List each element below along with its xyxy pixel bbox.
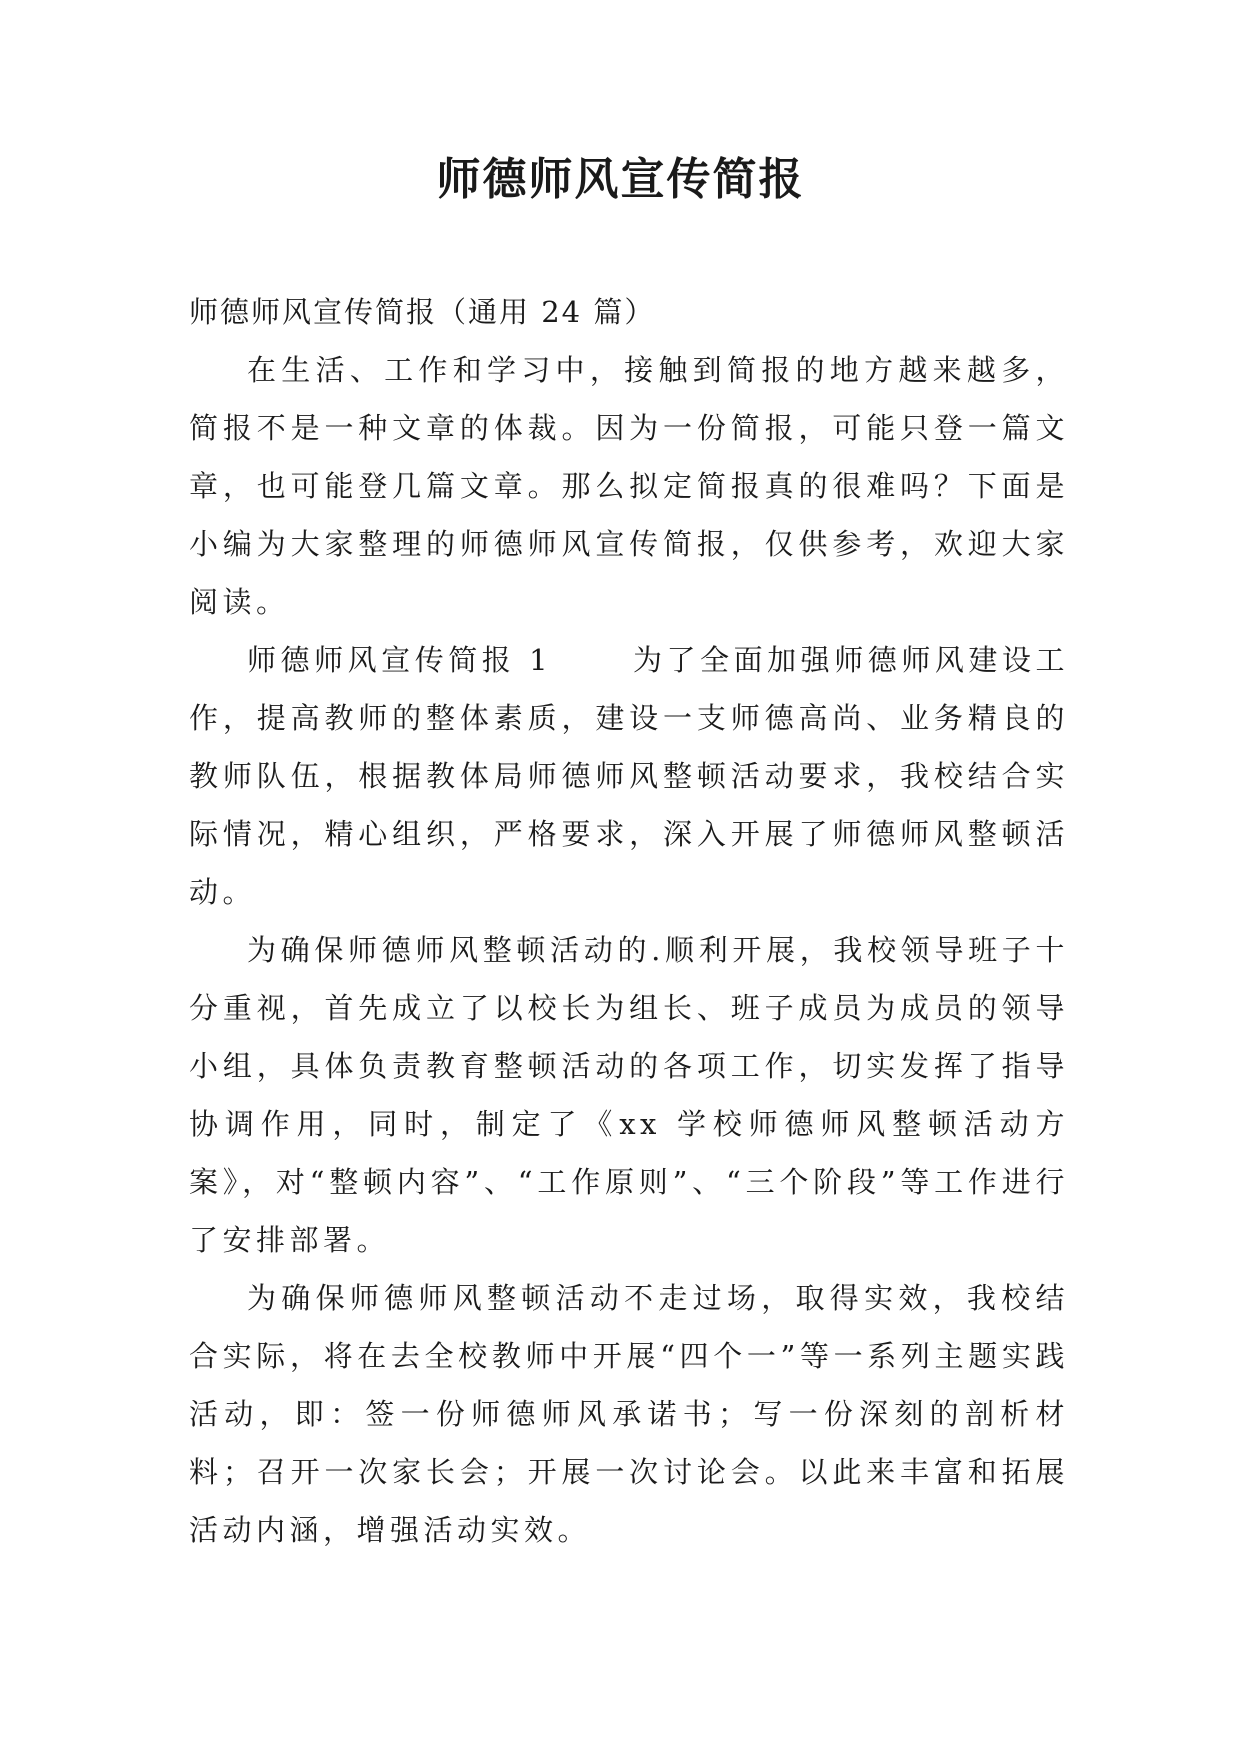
document-body <box>189 283 1069 1559</box>
document-title: 师德师风宣传简报 <box>436 154 805 205</box>
paragraph-briefing-1: 师德师风宣传简报 1 为了全面加强师德师风建设工作，提高教师的整体素质，建设一支师德高尚、业务精良的教师队伍，根据教体局师德师风整顿活动要求，我校结合实际情况，精心组织，严格要求，深入开展了师德师风整顿活动。 <box>189 643 1069 909</box>
paragraph-leadership: 为确保师德师风整顿活动的.顺利开展，我校领导班子十分重视，首先成立了以校长为组长、班子成员为成员的领导小组，具体负责教育整顿活动的各项工作，切实发挥了指导协调作用，同时，制定了《xx 学校师德师风整顿活动方案》，对“整顿内容”、“工作原则”、“三个阶段”等工作进行了安排部署。 <box>189 933 1069 1257</box>
document-subtitle: 师德师风宣传简报（通用 24 篇） <box>189 295 656 329</box>
paragraph-activities: 为确保师德师风整顿活动不走过场，取得实效，我校结合实际，将在去全校教师中开展“四个一”等一系列主题实践活动，即：签一份师德师风承诺书；写一份深刻的剖析材料；召开一次家长会；开展一次讨论会。以此来丰富和拓展活动内涵，增强活动实效。 <box>189 1281 1069 1547</box>
paragraph-intro: 在生活、工作和学习中，接触到简报的地方越来越多，简报不是一种文章的体裁。因为一份简报，可能只登一篇文章，也可能登几篇文章。那么拟定简报真的很难吗？下面是小编为大家整理的师德师风宣传简报，仅供参考，欢迎大家阅读。 <box>189 353 1069 619</box>
